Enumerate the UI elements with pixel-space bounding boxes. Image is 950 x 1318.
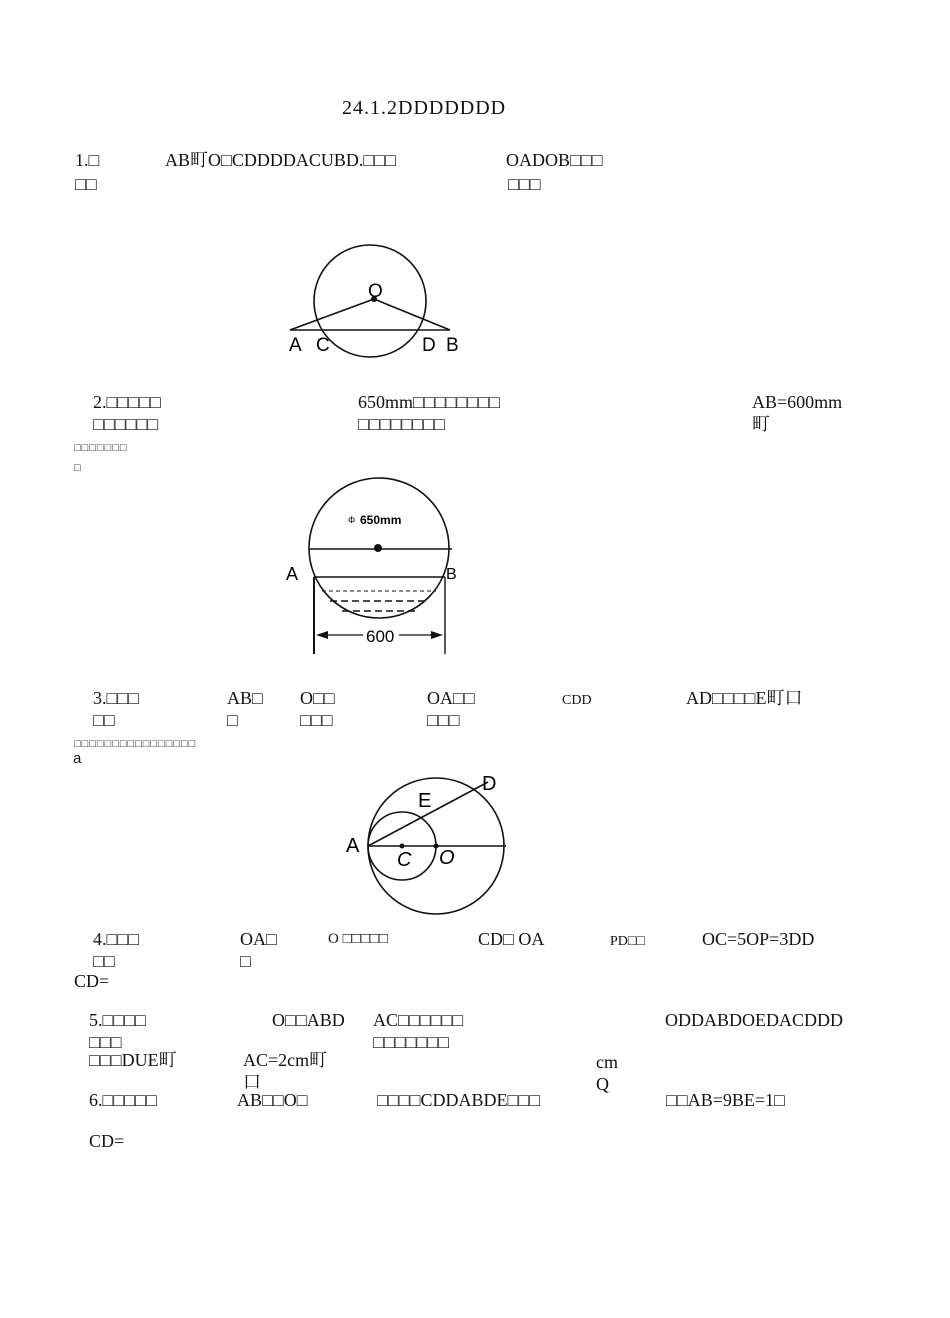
q4-text-d: CD□ OA (478, 929, 545, 949)
q3-text-c: O□□ (300, 688, 335, 708)
q4-text-line3: CD= (74, 971, 110, 991)
q1-label-o: O (368, 281, 383, 302)
q5-text-line2c: □□□□□□□ (373, 1032, 450, 1052)
q4-text-line2a: □□ (93, 951, 115, 971)
q1-label-b: B (446, 335, 459, 356)
q3-text-a: 3.□□□ (93, 688, 140, 708)
q5-text-line3a: □□□DUE町 (89, 1050, 177, 1070)
q3-text-line2d: □□□ (427, 710, 460, 730)
q1-text-b: OADOB□□□ (506, 150, 603, 170)
q1-label-c: C (316, 335, 330, 356)
q3-label-c: C (397, 849, 412, 871)
q3-label-o: O (439, 847, 455, 869)
q4-text-f: OC=5OP=3DD (702, 929, 815, 949)
q2-label-a: A (286, 564, 299, 584)
q4-text-c: O □□□□□ (328, 931, 388, 947)
q1-line-ob (374, 299, 450, 330)
q3-text-b: AB□ (227, 688, 263, 708)
q2-diameter-label: 650mm (360, 513, 402, 527)
q1-number: 1.□ (75, 150, 100, 170)
q5-text-a: 5.□□□□ (89, 1010, 146, 1030)
q3-text-d: OA□□ (427, 688, 475, 708)
q1-text-line2b: □□□ (508, 174, 541, 194)
q2-text-line2a: □□□□□□ (93, 414, 159, 434)
q5-text-d: ODDABDOEDACDDD (665, 1010, 843, 1030)
q3-text-line2a: □□ (93, 710, 115, 730)
q6-text-d: □□AB=9BE=1□ (666, 1090, 785, 1110)
q3-label-d: D (482, 773, 497, 795)
q5-text-line4c: Q (596, 1074, 609, 1094)
q4-text-e: PD□□ (610, 934, 645, 949)
q2-dim-arrow-left (316, 631, 328, 639)
q2-text-line2c: 町 (752, 414, 770, 434)
q6-text-b: AB□□O□ (237, 1090, 308, 1110)
q3-text-f: AD□□□□E町口 (686, 688, 803, 708)
q5-text-line4b: 口 (243, 1072, 261, 1092)
q1-label-d: D (422, 335, 436, 356)
q5-text-b: O□□ABD (272, 1010, 345, 1030)
q3-text-line2b: □ (227, 710, 238, 730)
q2-center-dot (374, 544, 382, 552)
q1-label-a: A (289, 335, 302, 356)
q3-text-line2c: □□□ (300, 710, 333, 730)
q5-text-c: AC□□□□□□ (373, 1010, 464, 1030)
q4-text-b: OA□ (240, 929, 277, 949)
q5-text-line3c: cm (596, 1052, 618, 1072)
q1-line-oa (290, 299, 374, 330)
q2-text-line4: □ (74, 462, 82, 474)
q2-dim-arrow-right (431, 631, 443, 639)
page-title: 24.1.2DDDDDDD (342, 97, 507, 119)
q6-text-a: 6.□□□□□ (89, 1090, 157, 1110)
q2-text-line2b: □□□□□□□□ (358, 414, 445, 434)
q3-dot-o (434, 844, 439, 849)
q4-text-a: 4.□□□ (93, 929, 140, 949)
q2-text-c: AB=600mm (752, 392, 843, 412)
q3-text-e: CDD (562, 693, 592, 708)
q5-text-line3b: AC=2cm町 (243, 1050, 328, 1070)
q1-figure (280, 240, 480, 370)
q2-figure (280, 470, 480, 660)
q3-dot-c (400, 844, 405, 849)
q3-label-a: A (346, 835, 360, 857)
q2-text-a: 2.□□□□□ (93, 392, 161, 412)
q2-dim-label: 600 (366, 627, 395, 646)
q3-figure (340, 770, 540, 920)
q1-text-line2a: □□ (75, 174, 97, 194)
q2-phi-icon: Φ (348, 515, 356, 525)
q6-text-c: □□□□CDDABDE□□□ (377, 1090, 541, 1110)
q3-text-line4: a (73, 750, 82, 767)
q3-text-line3: □□□□□□□□□□□□□□□□ (74, 738, 197, 750)
q2-label-b: B (446, 566, 457, 583)
q3-label-e: E (418, 790, 432, 812)
q2-text-b: 650mm□□□□□□□□ (358, 392, 500, 412)
q5-text-line2a: □□□ (89, 1032, 122, 1052)
q2-text-line3: □□□□□□□ (74, 442, 128, 454)
q1-text-a: AB町O□CDDDDACUBD.□□□ (165, 150, 397, 170)
q4-text-line2b: □ (240, 951, 251, 971)
q6-text-line2: CD= (89, 1131, 125, 1151)
